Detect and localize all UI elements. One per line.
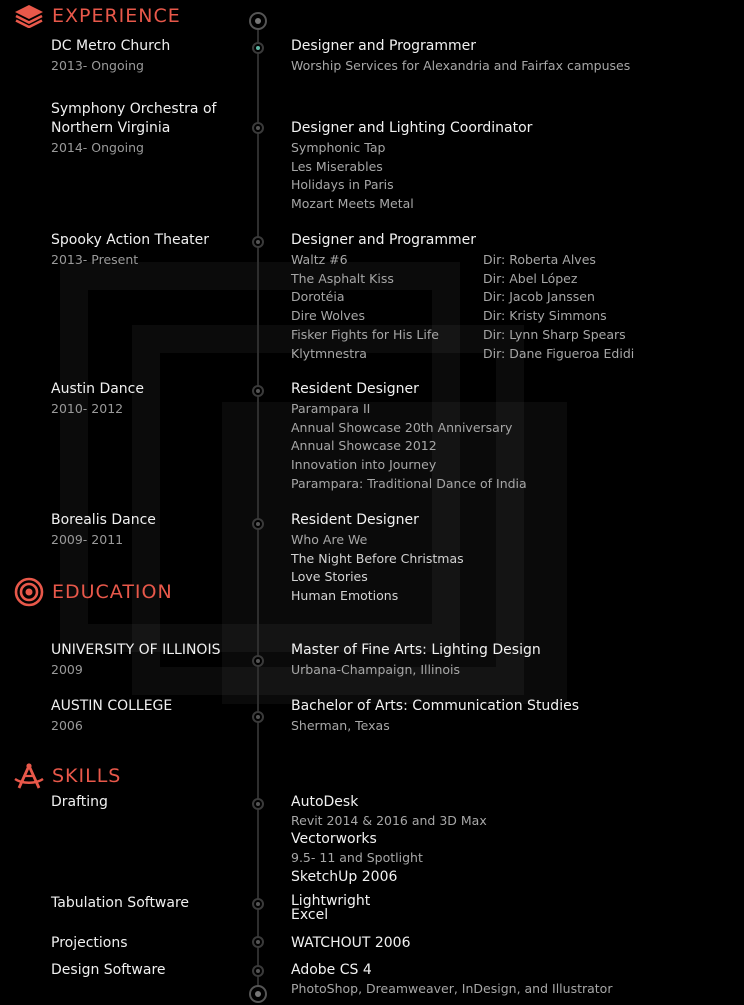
timeline-node <box>252 385 264 397</box>
skill-name: Excel <box>291 907 329 923</box>
section-header-education <box>14 577 173 607</box>
target-icon <box>14 577 44 607</box>
role-title: Designer and Lighting Coordinator <box>291 120 533 136</box>
school-location: Sherman, Texas <box>291 718 390 733</box>
org-name: Symphony Orchestra of <box>51 101 217 117</box>
org-name: Borealis Dance <box>51 512 156 528</box>
skill-detail: Revit 2014 & 2016 and 3D Max <box>291 813 487 828</box>
section-title: EXPERIENCE <box>52 5 181 27</box>
section-title: EDUCATION <box>52 581 173 603</box>
skill-name: Lightwright <box>291 893 371 909</box>
list-item: Holidays in Paris <box>291 177 394 193</box>
graduation-year: 2009 <box>51 662 83 677</box>
timeline-node <box>252 936 264 948</box>
list-item: Waltz #6 <box>291 252 348 267</box>
org-name: DC Metro Church <box>51 38 171 54</box>
director-credit: Dir: Roberta Alves <box>483 252 596 267</box>
list-item: Fisker Fights for His Life <box>291 326 439 342</box>
timeline-node <box>252 965 264 977</box>
skill-category: Design Software <box>51 962 166 978</box>
date-range: 2010- 2012 <box>51 401 124 416</box>
list-item: Symphonic Tap <box>291 140 386 155</box>
list-item: Annual Showcase 2012 <box>291 438 437 454</box>
list-item: Dorotéia <box>291 289 345 305</box>
list-item: Mozart Meets Metal <box>291 196 414 212</box>
director-credit: Dir: Abel López <box>483 270 578 286</box>
graduation-year: 2006 <box>51 718 83 733</box>
degree-title: Master of Fine Arts: Lighting Design <box>291 642 541 658</box>
school-name: UNIVERSITY OF ILLINOIS <box>51 642 221 658</box>
skill-detail: 9.5- 11 and Spotlight <box>291 850 423 865</box>
date-range: 2009- 2011 <box>51 532 124 547</box>
list-item: Worship Services for Alexandria and Fairfax campuses <box>291 58 631 73</box>
skill-category: Drafting <box>51 794 108 810</box>
list-item: Human Emotions <box>291 588 399 604</box>
org-name: Austin Dance <box>51 381 144 397</box>
list-item: Klytmnestra <box>291 345 367 361</box>
director-credit: Dir: Lynn Sharp Spears <box>483 326 626 342</box>
list-item: Dire Wolves <box>291 308 365 324</box>
timeline-node <box>252 236 264 248</box>
timeline-node-end <box>249 985 267 1003</box>
skill-name: Vectorworks <box>291 831 377 847</box>
director-credit: Dir: Kristy Simmons <box>483 308 607 324</box>
director-credit: Dir: Jacob Janssen <box>483 289 595 305</box>
role-title: Resident Designer <box>291 512 419 528</box>
list-item: Les Miserables <box>291 158 383 174</box>
list-item: The Asphalt Kiss <box>291 270 394 286</box>
director-credit: Dir: Dane Figueroa Edidi <box>483 345 635 361</box>
list-item: Parampara II <box>291 401 371 416</box>
timeline-node <box>252 655 264 667</box>
section-title: SKILLS <box>52 765 122 787</box>
role-title: Resident Designer <box>291 381 419 397</box>
list-item: Innovation into Journey <box>291 457 437 473</box>
degree-title: Bachelor of Arts: Communication Studies <box>291 698 579 714</box>
skill-name: SketchUp 2006 <box>291 869 398 885</box>
skill-detail: PhotoShop, Dreamweaver, InDesign, and Illustrator <box>291 981 613 996</box>
timeline-line <box>257 20 259 994</box>
list-item: Love Stories <box>291 569 368 585</box>
section-header-experience <box>14 4 181 28</box>
skill-name: Adobe CS 4 <box>291 962 372 978</box>
skill-name: WATCHOUT 2006 <box>291 935 411 951</box>
timeline-node <box>252 898 264 910</box>
role-title: Designer and Programmer <box>291 38 477 54</box>
org-name-line2: Northern Virginia <box>51 120 171 136</box>
school-location: Urbana-Champaign, Illinois <box>291 662 460 677</box>
timeline-node-start <box>249 12 267 30</box>
timeline-node <box>252 798 264 810</box>
skill-category: Tabulation Software <box>51 895 190 911</box>
timeline-node <box>252 711 264 723</box>
drafting-compass-icon <box>14 762 44 790</box>
list-item: Annual Showcase 20th Anniversary <box>291 419 513 435</box>
date-range: 2013- Present <box>51 252 139 267</box>
layers-icon <box>14 4 44 28</box>
list-item: The Night Before Christmas <box>291 550 464 566</box>
timeline-node <box>252 42 264 54</box>
date-range: 2014- Ongoing <box>51 140 144 155</box>
skill-name: AutoDesk <box>291 794 359 810</box>
list-item: Who Are We <box>291 532 368 547</box>
timeline-node <box>252 122 264 134</box>
role-title: Designer and Programmer <box>291 232 477 248</box>
section-header-skills <box>14 762 121 790</box>
skill-category: Projections <box>51 935 128 951</box>
org-name: Spooky Action Theater <box>51 232 210 248</box>
school-name: AUSTIN COLLEGE <box>51 698 173 714</box>
list-item: Parampara: Traditional Dance of India <box>291 475 527 491</box>
date-range: 2013- Ongoing <box>51 58 144 73</box>
timeline-node <box>252 518 264 530</box>
